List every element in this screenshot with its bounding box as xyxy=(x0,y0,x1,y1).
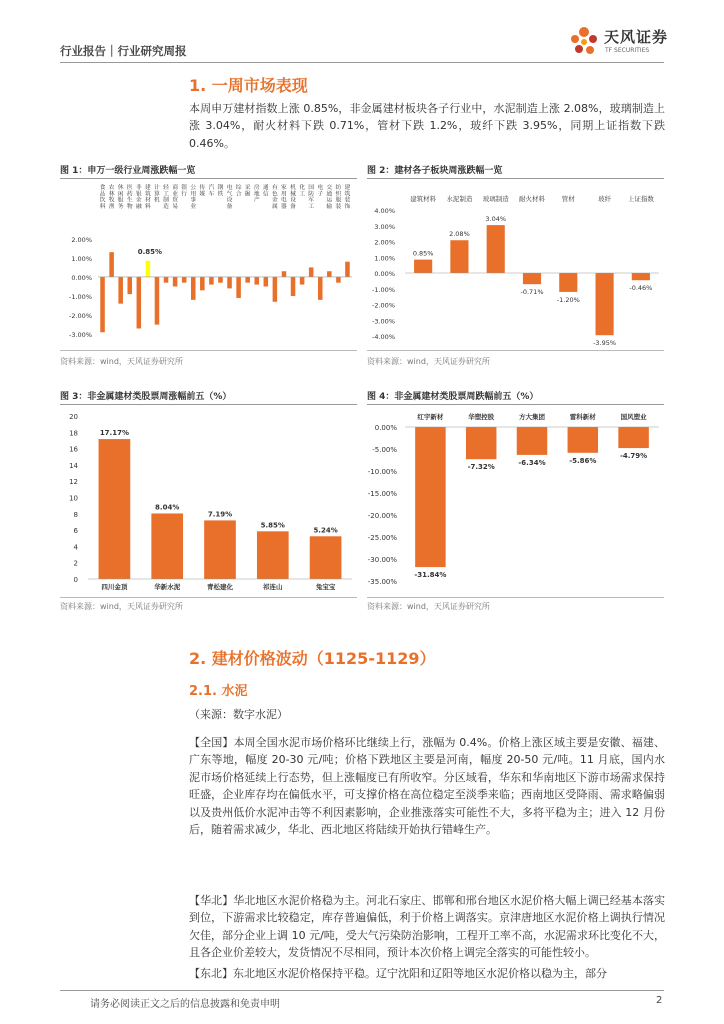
category-label-char: 色 xyxy=(271,191,278,198)
category-label-char: 运 xyxy=(326,197,333,204)
y-tick-label: -1.00% xyxy=(372,285,395,294)
bar xyxy=(245,277,250,283)
category-label-char: 公 xyxy=(190,185,197,191)
category-label-char: 机 xyxy=(154,197,160,204)
y-tick-label: 1.00% xyxy=(71,254,92,263)
y-tick-label: -3.00% xyxy=(372,317,395,326)
data-label: -5.86% xyxy=(569,456,597,465)
y-tick-label: 10 xyxy=(69,494,78,503)
category-label-char: 业 xyxy=(190,203,197,210)
category-label: 耐火材料 xyxy=(519,195,545,203)
y-tick-label: -30.00% xyxy=(367,556,397,564)
y-tick-label: -20.00% xyxy=(367,512,397,520)
y-tick-label: 2.00% xyxy=(374,238,395,247)
bar xyxy=(318,277,323,300)
category-label-char: 用 xyxy=(281,191,287,198)
category-label-char: 工 xyxy=(163,191,169,198)
bar xyxy=(137,277,142,329)
data-label: 3.04% xyxy=(485,215,507,224)
fig2-title-line xyxy=(367,178,664,179)
category-label-char: 电 xyxy=(281,197,287,204)
fig3-title: 图 3：非金属建材类股票周涨幅前五（%） xyxy=(60,392,232,402)
y-tick-label: 8 xyxy=(73,510,78,519)
bar xyxy=(487,225,505,273)
category-label-char: 国 xyxy=(308,185,315,191)
fig4-title-line xyxy=(367,404,664,405)
category-label-char: 备 xyxy=(290,203,296,210)
category-label-char: 用 xyxy=(190,191,197,198)
y-tick-label: -35.00% xyxy=(367,578,397,586)
category-label-char: 林 xyxy=(108,191,115,198)
category-label-char: 媒 xyxy=(199,191,206,198)
category-label-char: 钢 xyxy=(217,185,224,191)
fig3-title-line xyxy=(60,404,357,405)
bar xyxy=(310,536,342,579)
y-tick-label: 3.00% xyxy=(374,222,395,231)
y-tick-label: -4.00% xyxy=(372,333,395,341)
bar xyxy=(309,267,314,277)
y-tick-label: 20 xyxy=(69,413,78,421)
category-label-char: 建 xyxy=(344,185,351,191)
header-divider xyxy=(60,62,664,63)
bar xyxy=(300,277,305,285)
fig1-src-line xyxy=(60,350,357,351)
y-tick-label: 16 xyxy=(69,445,78,454)
category-label-char: 饰 xyxy=(344,203,351,210)
data-label: 8.04% xyxy=(155,503,180,512)
category-label-char: 车 xyxy=(208,191,215,198)
logo-icon xyxy=(567,24,601,60)
bar xyxy=(414,260,432,273)
bar xyxy=(257,531,289,579)
chart3 xyxy=(60,409,357,594)
y-tick-label: 0.00% xyxy=(374,424,397,432)
data-label: 0.85% xyxy=(137,247,163,256)
bar xyxy=(618,427,648,448)
fig1-title-line xyxy=(60,178,357,179)
bar xyxy=(182,277,187,283)
northeast-paragraph: 【东北】东北地区水泥价格保持平稳。辽宁沈阳和辽阳等地区水泥价格以稳为主，部分 xyxy=(189,967,607,980)
category-label-char: 化 xyxy=(299,185,306,191)
category-label-char: 服 xyxy=(335,197,342,204)
data-label: 2.08% xyxy=(449,230,470,239)
bar xyxy=(127,277,132,294)
bar xyxy=(151,513,183,579)
category-label-char: 地 xyxy=(253,191,260,198)
category-label-char: 服 xyxy=(117,197,124,204)
category-label-char: 事 xyxy=(190,197,197,204)
fig2-source: 资料来源：wind，天风证券研究所 xyxy=(367,357,490,366)
bar xyxy=(559,273,577,292)
category-label: 方大集团 xyxy=(519,413,545,421)
data-label: 7.19% xyxy=(207,510,233,519)
fig2-src-line xyxy=(367,350,664,351)
category-label-char: 器 xyxy=(281,203,287,210)
category-label-char: 织 xyxy=(335,191,342,198)
category-label: 红宇新材 xyxy=(417,413,444,421)
y-tick-label: -25.00% xyxy=(367,534,397,542)
category-label: 国风塑业 xyxy=(620,413,647,421)
data-label: -3.95% xyxy=(593,339,617,345)
data-label: -6.34% xyxy=(518,458,546,467)
category-label-char: 制 xyxy=(163,197,169,204)
fig4-src-line xyxy=(367,597,664,598)
bar xyxy=(254,277,259,285)
bar xyxy=(209,277,214,285)
data-label: 17.17% xyxy=(99,429,129,438)
category-label-char: 融 xyxy=(135,203,142,210)
category-label-char: 铁 xyxy=(217,191,224,198)
y-tick-label: 0 xyxy=(73,576,78,584)
category-label: 四川金顶 xyxy=(101,583,128,591)
category-label-char: 汽 xyxy=(208,185,215,191)
footer-disclaimer: 请务必阅读正文之后的信息披露和免责申明 xyxy=(90,999,280,1010)
category-label: 管材 xyxy=(561,195,575,203)
category-label-char: 牧 xyxy=(108,197,115,204)
category-label-char: 休 xyxy=(117,185,124,191)
bar xyxy=(596,273,614,335)
category-label-char: 计 xyxy=(154,185,160,191)
category-label-char: 务 xyxy=(117,203,124,210)
category-label-char: 金 xyxy=(271,197,278,204)
category-label-char: 通 xyxy=(326,191,333,198)
brand-name: 天风证券 xyxy=(604,28,669,46)
category-label-char: 装 xyxy=(344,197,351,204)
category-label-char: 品 xyxy=(99,191,106,198)
chart2 xyxy=(367,183,664,345)
category-label: 雷科新材 xyxy=(569,413,596,421)
fig3-src-line xyxy=(60,597,357,598)
bar xyxy=(236,277,241,298)
y-tick-label: 2 xyxy=(73,559,78,568)
category-label: 华塑控股 xyxy=(468,413,495,421)
fig2-title: 图 2：建材各子板块周涨跌幅一览 xyxy=(367,166,503,176)
category-label-char: 工 xyxy=(299,191,306,198)
category-label-char: 防 xyxy=(308,191,315,198)
category-label: 上证指数 xyxy=(627,195,654,203)
footer-divider xyxy=(60,990,664,991)
category-label-char: 料 xyxy=(99,203,106,210)
category-label-char: 造 xyxy=(163,203,169,210)
bar xyxy=(264,277,269,287)
y-tick-label: -15.00% xyxy=(367,490,397,498)
data-label: 5.85% xyxy=(260,521,285,530)
y-tick-label: 4 xyxy=(73,543,78,552)
category-label-char: 产 xyxy=(253,197,260,204)
data-label: -4.79% xyxy=(619,452,648,461)
category-label-char: 综 xyxy=(235,185,242,191)
category-label-char: 装 xyxy=(335,203,342,210)
category-label: 祁连山 xyxy=(263,583,283,591)
category-label-char: 传 xyxy=(199,185,206,191)
bar xyxy=(517,427,547,455)
y-tick-label: -3.00% xyxy=(69,331,92,340)
category-label-char: 金 xyxy=(135,197,142,204)
category-label-char: 工 xyxy=(308,203,315,210)
bar xyxy=(415,427,445,567)
data-label: -7.32% xyxy=(467,463,495,472)
category-label-char: 军 xyxy=(308,197,315,204)
section1-title: 1. 一周市场表现 xyxy=(189,76,308,95)
section1-text: 本周申万建材指数上涨 0.85%，非金属建材板块各子行业中，水泥制造上涨 2.08%，玻璃制造上涨 3.04%，耐火材料下跌 0.71%，管材下跌 1.2%，玻纤下跌 3.95%，同期上证指数下跌 0.46%。 xyxy=(189,102,665,150)
section2-1-title: 2.1. 水泥 xyxy=(189,684,248,699)
category-label-char: 银 xyxy=(135,191,142,198)
bar xyxy=(99,439,131,579)
y-tick-label: 6 xyxy=(73,527,78,536)
page-number: 2 xyxy=(656,995,663,1006)
data-label: -0.46% xyxy=(629,284,653,293)
fig4-source: 资料来源：wind，天风证券研究所 xyxy=(367,602,490,611)
bar xyxy=(155,277,160,325)
bar xyxy=(191,277,196,300)
bar xyxy=(146,261,151,277)
y-tick-label: 12 xyxy=(69,478,78,487)
category-label-char: 生 xyxy=(126,197,133,204)
data-label: 5.24% xyxy=(313,526,338,535)
y-tick-label: -1.00% xyxy=(69,293,92,302)
chart1 xyxy=(60,183,357,345)
category-label-char: 贸 xyxy=(172,197,179,204)
data-label: -31.84% xyxy=(414,571,447,580)
category-label-char: 材 xyxy=(144,197,151,204)
category-label-char: 子 xyxy=(317,191,324,198)
category-label-char: 非 xyxy=(135,185,142,191)
category-label-char: 设 xyxy=(226,197,233,204)
y-tick-label: -5.00% xyxy=(372,446,397,454)
bar xyxy=(568,427,598,453)
y-tick-label: 0.00% xyxy=(71,273,92,282)
bar xyxy=(345,262,350,277)
bar xyxy=(327,271,332,277)
category-label-char: 渔 xyxy=(108,203,115,210)
cement-source-note: （来源：数字水泥） xyxy=(189,708,288,721)
category-label-char: 备 xyxy=(226,203,233,210)
category-label-char: 料 xyxy=(144,203,151,210)
brand-logo xyxy=(567,24,677,64)
y-tick-label: 1.00% xyxy=(374,254,395,263)
bar xyxy=(523,273,541,284)
y-tick-label: -10.00% xyxy=(367,468,397,476)
category-label-char: 纺 xyxy=(335,185,342,191)
category-label-char: 家 xyxy=(281,185,287,191)
category-label-char: 机 xyxy=(290,185,296,191)
category-label: 水泥制造 xyxy=(446,195,473,203)
section2-title: 2. 建材价格波动（1125-1129） xyxy=(189,649,436,668)
y-tick-label: 4.00% xyxy=(374,207,395,215)
bar xyxy=(336,277,341,283)
category-label-char: 闲 xyxy=(117,191,124,198)
data-label: -1.20% xyxy=(556,295,580,304)
category-label-char: 物 xyxy=(126,203,133,210)
category-label-char: 输 xyxy=(326,203,333,210)
y-tick-label: 14 xyxy=(69,461,78,470)
category-label-char: 械 xyxy=(290,191,296,198)
bar xyxy=(204,520,236,579)
brand-sub: TF SECURITIES xyxy=(605,47,650,54)
category-label-char: 有 xyxy=(271,185,278,191)
category-label-char: 算 xyxy=(154,191,160,198)
category-label-char: 商 xyxy=(172,185,179,191)
category-label: 兔宝宝 xyxy=(315,583,336,591)
category-label-char: 农 xyxy=(108,185,115,191)
y-tick-label: -2.00% xyxy=(69,312,92,321)
fig4-title: 图 4：非金属建材类股票周跌幅前五（%） xyxy=(367,392,539,402)
bar xyxy=(273,277,278,302)
data-label: 0.85% xyxy=(412,249,434,258)
category-label-char: 饮 xyxy=(99,197,106,204)
category-label-char: 行 xyxy=(181,191,188,198)
bar xyxy=(282,271,287,277)
category-label-char: 食 xyxy=(99,185,106,191)
category-label-char: 合 xyxy=(235,191,242,198)
category-label-char: 信 xyxy=(262,191,269,198)
chart4 xyxy=(367,409,664,594)
fig1-title: 图 1：申万一级行业周涨跌幅一览 xyxy=(60,166,196,176)
bar xyxy=(227,277,232,288)
bar xyxy=(118,277,123,304)
bar xyxy=(100,277,105,332)
category-label-char: 气 xyxy=(226,191,233,198)
category-label-char: 电 xyxy=(317,185,324,191)
category-label-char: 筑 xyxy=(344,191,351,198)
category-label-char: 房 xyxy=(253,185,260,191)
bar xyxy=(218,277,223,283)
bar xyxy=(200,277,205,290)
category-label: 玻纤 xyxy=(598,195,612,203)
data-label: -0.71% xyxy=(520,288,544,297)
north-china-paragraph: 【华北】华北地区水泥价格稳为主。河北石家庄、邯郸和邢台地区水泥价格大幅上调已经基本落实到位，下游需求比较稳定，库存普遍偏低，利于价格上调落实。京津唐地区水泥价格上调执行情况欠佳，部分企业上调 10 元/吨，受大气污染防治影响，工程开工率不高，水泥需求环比变化不大，且各企业价差较大，发货情况不尽相同，预计本次价格上调完全落实的可能性较小。 xyxy=(189,894,665,960)
bar xyxy=(164,277,169,283)
category-label: 玻璃制造 xyxy=(482,195,509,203)
category-label: 华新水泥 xyxy=(154,583,181,591)
category-label-char: 筑 xyxy=(144,191,151,198)
category-label: 建筑材料 xyxy=(410,195,437,203)
national-paragraph: 【全国】本周全国水泥市场价格环比继续上行，涨幅为 0.4%。价格上涨区域主要是安徽、福建、广东等地，幅度 20-30 元/吨；价格下跌地区主要是河南，幅度 20-50 元/吨。11 月底，国内水泥市场价格延续上行态势，但上涨幅度已有所收窄。分区域看，华东和华南地区下游市场需求保持旺盛，企业库存均在偏低水平，可支撑价格在高位稳定至淡季来临；西南地区受降雨、需求略偏弱以及贵州低价水泥冲击等不利因素影响，企业推涨落实可能性不大，多将平稳为主；进入 12 月份后，随着需求减少，华北、西北地区将陆续开始执行错峰生产。 xyxy=(189,736,665,837)
bar xyxy=(109,252,114,277)
y-tick-label: 0.00% xyxy=(374,270,395,278)
category-label-char: 业 xyxy=(172,191,179,198)
y-tick-label: 18 xyxy=(69,429,78,438)
category-label-char: 掘 xyxy=(244,191,251,198)
bar xyxy=(173,277,178,287)
y-tick-label: -2.00% xyxy=(372,301,395,310)
category-label-char: 交 xyxy=(326,185,333,191)
category-label-char: 轻 xyxy=(163,185,169,191)
category-label-char: 药 xyxy=(126,191,133,198)
y-tick-label: 2.00% xyxy=(71,235,92,244)
category-label-char: 银 xyxy=(181,185,188,191)
category-label-char: 医 xyxy=(126,185,133,191)
category-label-char: 建 xyxy=(144,185,151,191)
bar xyxy=(632,273,650,280)
category-label: 青松建化 xyxy=(207,583,233,591)
category-label-char: 电 xyxy=(226,185,233,191)
category-label-char: 属 xyxy=(271,203,278,210)
fig3-source: 资料来源：wind，天风证券研究所 xyxy=(60,602,183,611)
category-label-char: 易 xyxy=(172,203,179,210)
category-label-char: 设 xyxy=(290,197,296,204)
fig1-source: 资料来源：wind，天风证券研究所 xyxy=(60,357,183,366)
bar xyxy=(466,427,496,459)
category-label-char: 通 xyxy=(262,185,269,191)
category-label-char: 采 xyxy=(244,185,251,191)
bar xyxy=(450,240,468,273)
bar xyxy=(291,277,296,296)
report-category: 行业报告｜行业研究周报 xyxy=(60,44,187,58)
